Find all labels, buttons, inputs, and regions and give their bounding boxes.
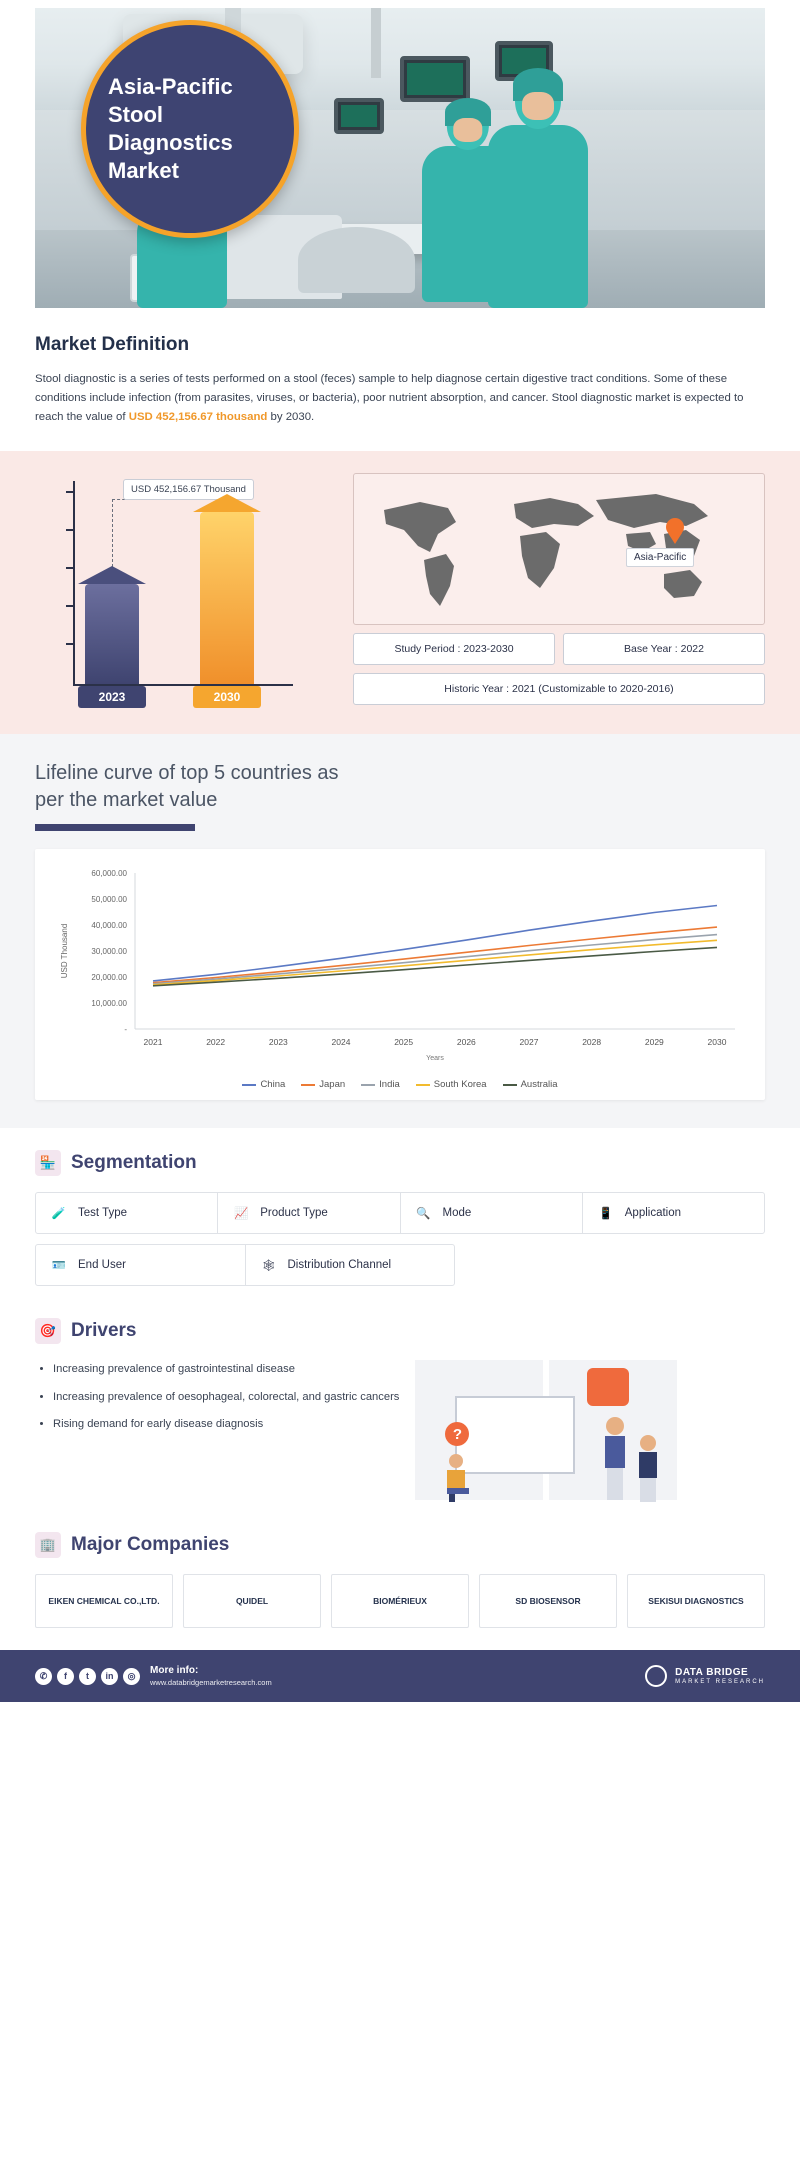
phone-icon[interactable]: ✆: [35, 1668, 52, 1685]
segmentation-heading: Segmentation: [71, 1152, 197, 1174]
bar-label-2023: 2023: [78, 686, 146, 708]
market-value-band: [0, 451, 800, 734]
chart-legend: [45, 1079, 755, 1090]
svg-text:60,000.00: 60,000.00: [91, 869, 127, 879]
surgeon-figure: [488, 73, 588, 308]
lifeline-heading-line1: Lifeline curve of top 5 countries as: [35, 762, 339, 785]
segment-label: Mode: [442, 1207, 472, 1220]
company-logo-quidel[interactable]: QUIDEL: [183, 1574, 321, 1628]
legend-item: India: [361, 1079, 400, 1090]
test-tube-icon: 🧪: [51, 1208, 67, 1221]
hero-banner: [35, 8, 765, 308]
lifeline-chart-card: [35, 849, 765, 1100]
drivers-list: [53, 1360, 399, 1442]
svg-text:2026: 2026: [456, 1037, 476, 1048]
value-bar-chart: [35, 473, 335, 708]
segmentation-header: [35, 1150, 765, 1176]
svg-text:2021: 2021: [143, 1037, 163, 1048]
market-definition-section: [0, 308, 800, 451]
market-definition-text: [35, 370, 765, 427]
svg-text:2027: 2027: [519, 1037, 539, 1048]
bar-arrow-2023: [78, 566, 146, 584]
definition-highlight: USD 452,156.67 thousand: [128, 411, 268, 424]
infographic-page: [0, 8, 800, 1702]
companies-section: [0, 1520, 800, 1650]
monitor-icon: [400, 56, 470, 102]
page-title-line2: Stool Diagnostics: [108, 101, 233, 155]
hero-title-badge: [81, 20, 299, 238]
magnifier-icon: 🔍: [416, 1208, 431, 1221]
company-logo-sd-biosensor[interactable]: SD BIOSENSOR: [479, 1574, 617, 1628]
page-title-line3: Market: [108, 158, 179, 184]
footer-more-info: [150, 1664, 272, 1688]
segment-item-distribution-channel[interactable]: [246, 1245, 455, 1285]
seated-person-figure: [439, 1452, 475, 1502]
bar-arrow-2030: [193, 494, 261, 512]
segment-label: Application: [624, 1207, 682, 1220]
svg-text:2023: 2023: [268, 1037, 288, 1048]
footer-brand: [645, 1665, 765, 1687]
question-mark-icon: ?: [445, 1422, 469, 1446]
line-chart-svg: [45, 863, 755, 1069]
brand-subtitle: MARKET RESEARCH: [675, 1678, 765, 1685]
base-year: Base Year : 2022: [563, 633, 765, 665]
segmentation-row-1: [35, 1192, 765, 1234]
svg-text:2030: 2030: [707, 1037, 727, 1048]
region-panel: [353, 473, 765, 708]
lifeline-heading: [35, 760, 765, 814]
driver-item: • Increasing prevalence of oesophageal, colorectal, and gastric cancers: [53, 1388, 399, 1406]
market-definition-heading: Market Definition: [35, 334, 190, 355]
footer-url[interactable]: www.databridgemarketresearch.com: [150, 1677, 272, 1687]
lifeline-heading-line2: per the market value: [35, 789, 218, 812]
drivers-header: [35, 1318, 765, 1344]
company-logo-row: [35, 1574, 765, 1628]
svg-text:Years: Years: [426, 1055, 444, 1063]
monitor-icon: 📈: [234, 1208, 249, 1221]
company-logo-sekisui[interactable]: SEKISUI DIAGNOSTICS: [627, 1574, 765, 1628]
drivers-illustration: [415, 1360, 680, 1510]
legend-item: China: [242, 1079, 285, 1090]
segment-label: Distribution Channel: [287, 1259, 392, 1272]
segment-item-end-user[interactable]: [36, 1245, 246, 1285]
svg-text:2029: 2029: [644, 1037, 664, 1048]
world-map-card: [353, 473, 765, 625]
brand-name: DATA BRIDGE: [675, 1666, 749, 1678]
meta-row-2: [353, 673, 765, 705]
svg-text:USD Thousand: USD Thousand: [60, 924, 69, 979]
svg-text:20,000.00: 20,000.00: [91, 973, 127, 983]
lifeline-section: [0, 734, 800, 1128]
segment-item-mode[interactable]: [401, 1193, 583, 1233]
brand-mark-icon: [645, 1665, 667, 1687]
svg-text:30,000.00: 30,000.00: [91, 947, 127, 957]
instagram-icon[interactable]: ◎: [123, 1668, 140, 1685]
speech-bubble-icon: [587, 1368, 629, 1406]
lifeline-plot: [45, 863, 755, 1073]
segment-item-application[interactable]: [583, 1193, 764, 1233]
definition-part2: by 2030.: [267, 411, 315, 424]
target-icon: 🎯: [35, 1318, 61, 1344]
study-period: Study Period : 2023-2030: [353, 633, 555, 665]
location-pin-icon: [666, 518, 684, 544]
segment-label: Product Type: [260, 1207, 328, 1220]
bar-2030: [200, 512, 254, 684]
legend-item: South Korea: [416, 1079, 487, 1090]
device-icon: 📱: [598, 1208, 613, 1221]
svg-text:-: -: [124, 1025, 127, 1035]
store-icon: 🏪: [35, 1150, 61, 1176]
svg-text:40,000.00: 40,000.00: [91, 921, 127, 931]
segment-item-test-type[interactable]: [36, 1193, 218, 1233]
building-icon: 🏢: [35, 1532, 61, 1558]
svg-text:2025: 2025: [394, 1037, 414, 1048]
network-icon: 🕸: [261, 1260, 276, 1273]
legend-item: Japan: [301, 1079, 345, 1090]
svg-text:2024: 2024: [331, 1037, 351, 1048]
svg-text:2022: 2022: [206, 1037, 226, 1048]
user-badge-icon: 🪪: [51, 1260, 67, 1273]
monitor-icon: [334, 98, 384, 134]
footer: [0, 1650, 800, 1702]
svg-text:50,000.00: 50,000.00: [91, 895, 127, 905]
company-logo-biomerieux[interactable]: BIOMÉRIEUX: [331, 1574, 469, 1628]
company-logo-eiken[interactable]: EIKEN CHEMICAL CO.,LTD.: [35, 1574, 173, 1628]
definition-part1: Stool diagnostic is a series of tests performed on a stool (feces) sample to help diagnose certain digestive tract conditions. Some of these conditions include infection (from parasites, viruses, or bacteria), poor nutrient absorption, and cancer. Stool diagnostic market is expected to reach the value of: [35, 373, 744, 424]
driver-item: • Rising demand for early disease diagnosis: [53, 1415, 399, 1433]
meta-row-1: [353, 633, 765, 665]
bar-2023: [85, 584, 139, 684]
more-info-label: More info:: [150, 1665, 199, 1677]
social-icons: [35, 1668, 140, 1685]
value-callout: USD 452,156.67 Thousand: [123, 479, 254, 500]
drivers-heading: Drivers: [71, 1320, 137, 1342]
twitter-icon[interactable]: t: [79, 1668, 96, 1685]
svg-text:2028: 2028: [582, 1037, 602, 1048]
historic-year: Historic Year : 2021 (Customizable to 2020-2016): [353, 673, 765, 705]
segmentation-row-2: [35, 1244, 455, 1286]
segment-label: Test Type: [78, 1207, 128, 1220]
heading-underline: [35, 824, 195, 831]
companies-header: [35, 1532, 765, 1558]
segmentation-section: [0, 1128, 800, 1302]
segment-label: End User: [78, 1259, 126, 1272]
page-title: [86, 73, 294, 186]
companies-heading: Major Companies: [71, 1534, 230, 1556]
standing-person-figure: [631, 1434, 665, 1502]
legend-item: Australia: [503, 1079, 558, 1090]
region-label: Asia-Pacific: [626, 548, 694, 567]
linkedin-icon[interactable]: in: [101, 1668, 118, 1685]
segment-item-product-type[interactable]: [218, 1193, 400, 1233]
bar-label-2030: 2030: [193, 686, 261, 708]
driver-item: • Increasing prevalence of gastrointestinal disease: [53, 1360, 399, 1378]
page-title-line1: Asia-Pacific: [108, 73, 233, 99]
facebook-icon[interactable]: f: [57, 1668, 74, 1685]
standing-person-figure: [595, 1416, 635, 1502]
drivers-section: [0, 1302, 800, 1520]
svg-text:10,000.00: 10,000.00: [91, 999, 127, 1009]
